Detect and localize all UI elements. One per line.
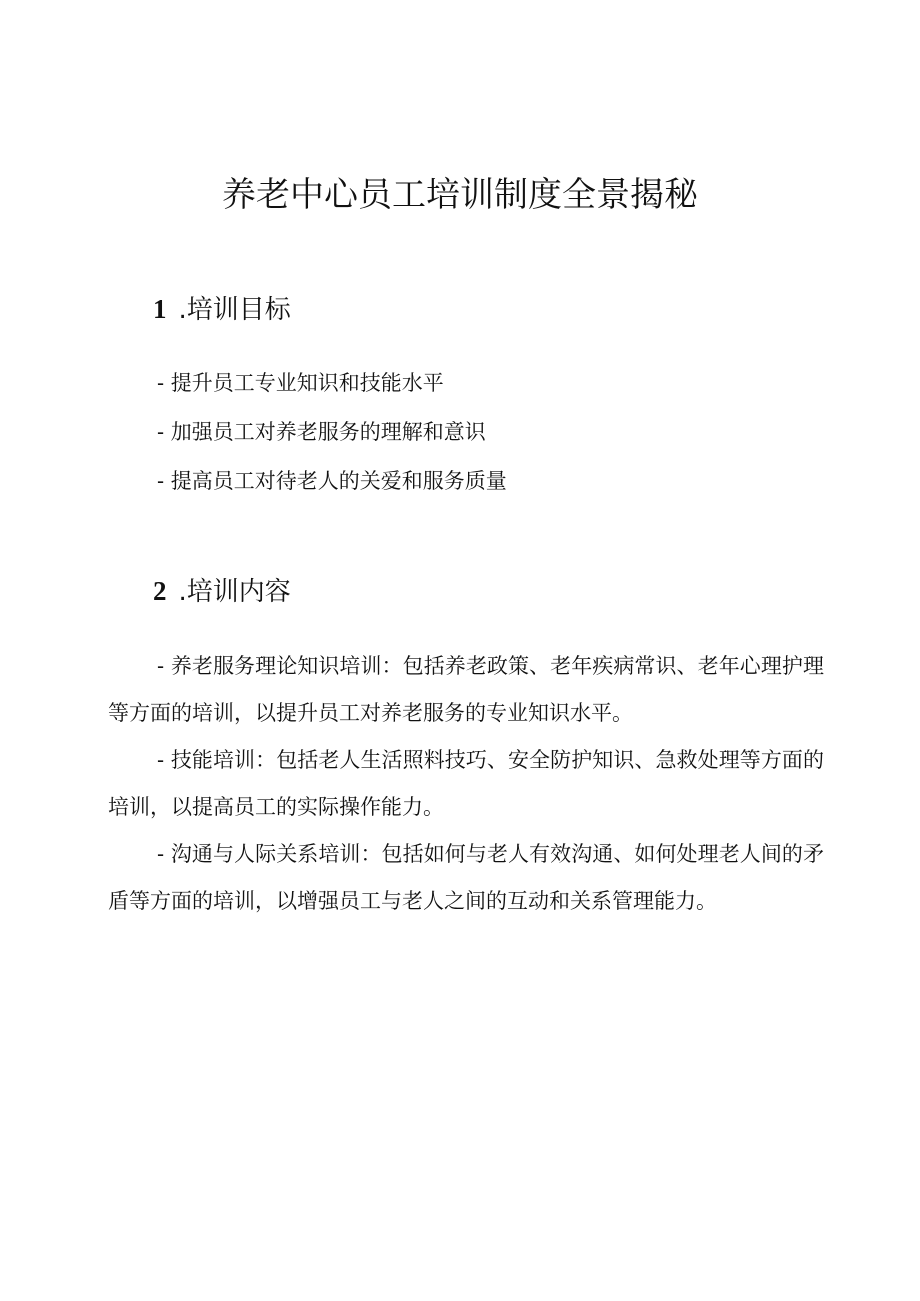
training-content-body: [108, 643, 824, 925]
section-heading-training-goals: [153, 289, 291, 330]
section-label: .培训内容: [178, 577, 291, 607]
list-item: - 提高员工对待老人的关爱和服务质量: [157, 469, 507, 493]
page-title: 养老中心员工培训制度全景揭秘: [222, 175, 698, 215]
section-number: 2: [153, 576, 167, 606]
paragraph: - 沟通与人际关系培训：包括如何与老人有效沟通、如何处理老人间的矛盾等方面的培训，以增强员工与老人之间的互动和关系管理能力。: [108, 842, 824, 913]
list-item: - 加强员工对养老服务的理解和意识: [157, 420, 486, 444]
section-number: 1: [153, 294, 167, 324]
section-heading-training-content: [153, 571, 291, 612]
list-item: - 提升员工专业知识和技能水平: [157, 371, 444, 395]
section-label: .培训目标: [178, 295, 291, 325]
training-goals-list: [157, 359, 507, 506]
paragraph: - 养老服务理论知识培训：包括养老政策、老年疾病常识、老年心理护理等方面的培训，以提升员工对养老服务的专业知识水平。: [108, 654, 824, 725]
paragraph: - 技能培训：包括老人生活照料技巧、安全防护知识、急救处理等方面的培训，以提高员工的实际操作能力。: [108, 748, 824, 819]
